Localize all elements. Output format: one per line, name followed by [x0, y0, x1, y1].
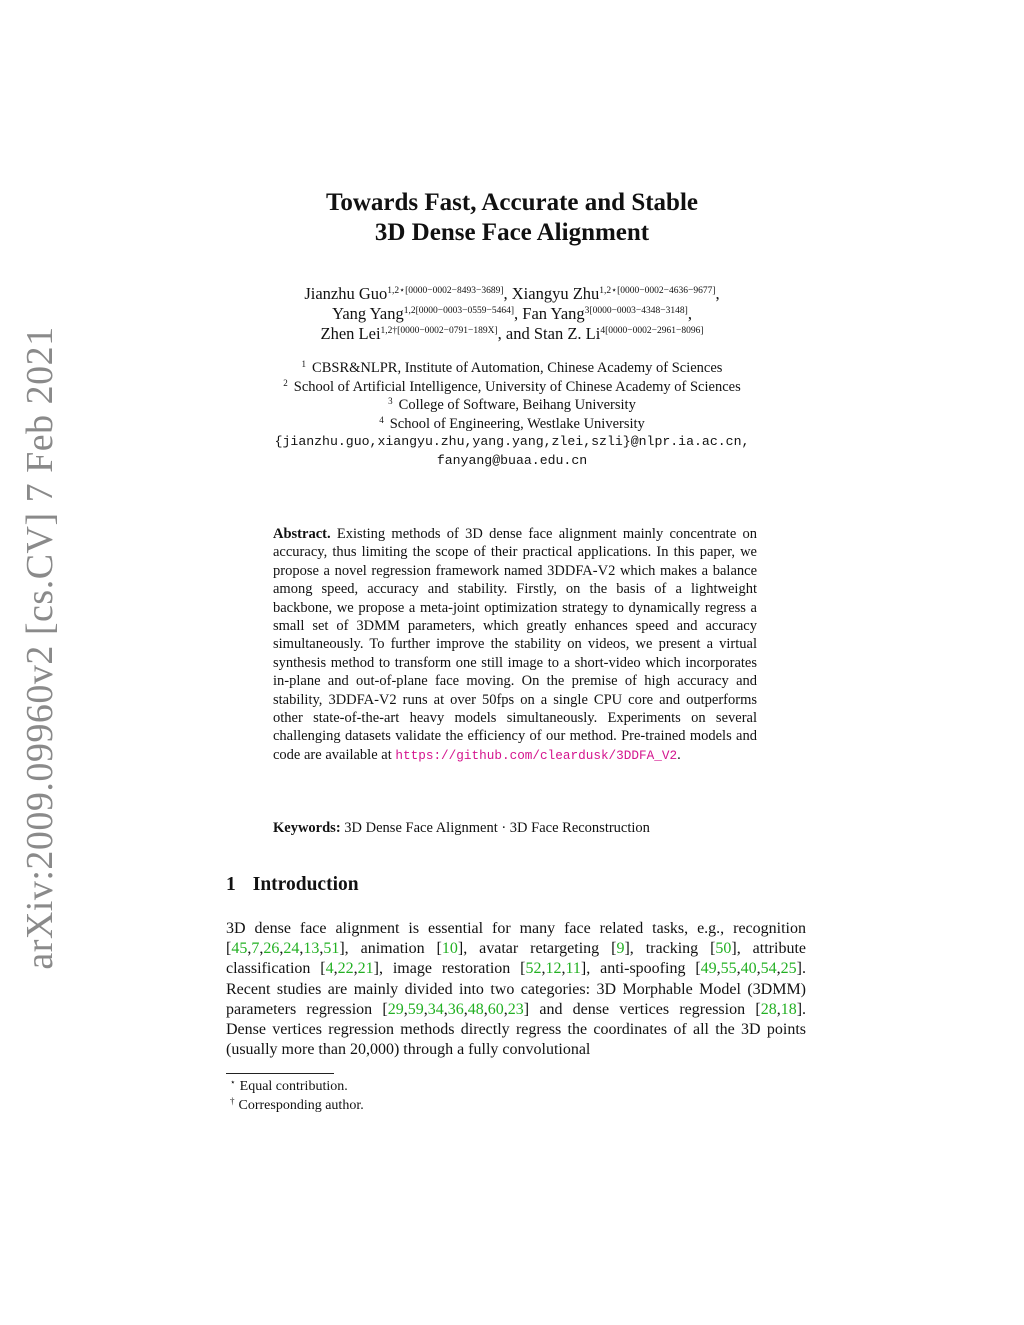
keywords-label: Keywords: [273, 820, 341, 836]
footnote-text: Equal contribution. [239, 1079, 348, 1094]
body-text: , [561, 960, 566, 978]
footnote-text: Corresponding author. [238, 1098, 364, 1113]
citation-link[interactable]: 34 [427, 1000, 444, 1018]
author-sep: , [687, 304, 692, 323]
footnote-marker: † [230, 1096, 235, 1106]
keywords [273, 819, 773, 837]
author-name: Fan Yang [522, 304, 585, 323]
footnote [230, 1096, 364, 1115]
abstract [273, 525, 757, 765]
affiliation [0, 359, 1024, 378]
affiliation [0, 396, 1024, 415]
affiliation-text: School of Artificial Intelligence, University of Chinese Academy of Sciences [293, 378, 741, 395]
body-text: ], image restoration [ [373, 960, 526, 978]
section-number: 1 [226, 874, 236, 895]
citation-link[interactable]: 49 [700, 960, 717, 978]
keywords-text: 3D Dense Face Alignment · 3D Face Reconstruction [344, 820, 650, 836]
citation-link[interactable]: 21 [357, 960, 374, 978]
author-name: Zhen Lei [320, 324, 381, 343]
author-orcid: 1,2⋆[0000−0002−4636−9677] [599, 286, 716, 296]
body-text: ], tracking [ [624, 940, 716, 958]
author-name: Xiangyu Zhu [511, 284, 600, 303]
section-heading [226, 874, 359, 896]
body-text: ]. Recent studies are mainly divided into two categories: 3D Morphable Model (3DMM) parameters regression [ [226, 960, 806, 1018]
abstract-text: Existing methods of 3D dense face alignment mainly concentrate on accuracy, thus limiting the scope of their practical applications. In this paper, we propose a novel regression framework named 3DDFA-V2 which makes a balance among speed, accuracy and stability. Firstly, on the basis of a lightweight backbone, we propose a meta-joint optimization strategy to dynamically regress a small set of 3DMM parameters, which greatly enhances speed and accuracy simultaneously. To further improve the stability on videos, we present a virtual synthesis method to transform one still image to a short-video which incorporates in-plane and out-of-plane face moving. On the premise of high accuracy and stability, 3DDFA-V2 runs at over 50fps on a single CPU core and outperforms other state-of-the-art heavy models simultaneously. Experiments on several challenging datasets validate the efficiency of our method. Pre-trained models and code are available at [273, 526, 758, 763]
body-text: , [503, 1000, 508, 1018]
body-text: , [463, 1000, 468, 1018]
author-orcid: 3[0000−0003−4348−3148] [584, 306, 688, 316]
body-text: , [353, 960, 358, 978]
citation-link[interactable]: 10 [441, 940, 458, 958]
affiliation-text: CBSR&NLPR, Institute of Automation, Chinese Academy of Sciences [312, 360, 723, 376]
body-text: ], animation [ [339, 940, 442, 958]
footnotes [230, 1077, 364, 1115]
section-title: Introduction [252, 874, 359, 895]
body-text: ], attribute classification [ [226, 940, 806, 978]
body-text: , [247, 940, 252, 958]
citation-link[interactable]: 22 [337, 960, 354, 978]
body-text: , [756, 960, 761, 978]
author-line-3 [0, 324, 1024, 344]
affiliation-marker: 2 [283, 377, 288, 388]
body-text: 3D dense face alignment is essential for many face related tasks, e.g., recognition [ [226, 920, 806, 958]
body-text: , [736, 960, 741, 978]
citation-link[interactable]: 40 [740, 960, 757, 978]
citation-link[interactable]: 7 [251, 940, 260, 958]
citation-link[interactable]: 48 [467, 1000, 484, 1018]
citation-link[interactable]: 59 [407, 1000, 424, 1018]
citation-link[interactable]: 4 [325, 960, 334, 978]
citation-link[interactable]: 60 [487, 1000, 504, 1018]
intro-paragraph [226, 919, 806, 1060]
body-text: , [299, 940, 304, 958]
arxiv-stamp: arXiv:2009.09960v2 [cs.CV] 7 Feb 2021 [19, 326, 61, 970]
author-name: Yang Yang [332, 304, 404, 323]
body-text: , [776, 1000, 781, 1018]
citation-link[interactable]: 9 [616, 940, 625, 958]
footnote-rule [226, 1073, 334, 1074]
author-sep: , [514, 304, 523, 323]
citation-link[interactable]: 55 [720, 960, 737, 978]
author-name: Stan Z. Li [533, 324, 601, 343]
body-text: , [776, 960, 781, 978]
body-text: , [541, 960, 546, 978]
citation-link[interactable]: 51 [323, 940, 340, 958]
code-link[interactable]: https://github.com/cleardusk/3DDFA_V2 [395, 747, 678, 763]
citation-link[interactable]: 28 [760, 1000, 777, 1018]
body-text: ] and dense vertices regression [ [523, 1000, 761, 1018]
citation-link[interactable]: 25 [780, 960, 797, 978]
citation-link[interactable]: 36 [447, 1000, 464, 1018]
body-text: , [259, 940, 264, 958]
footnote [230, 1077, 364, 1096]
affiliations [0, 359, 1024, 470]
citation-link[interactable]: 26 [263, 940, 280, 958]
affiliation-marker: 1 [301, 359, 307, 369]
citation-link[interactable]: 23 [507, 1000, 524, 1018]
body-text: , [333, 960, 338, 978]
affiliation-marker: 3 [388, 396, 393, 406]
body-text: , [279, 940, 284, 958]
citation-link[interactable]: 52 [525, 960, 542, 978]
author-sep: , [715, 284, 720, 303]
email-line-2: fanyang@buaa.edu.cn [436, 452, 588, 468]
body-text: ]. Dense vertices regression methods directly regress the coordinates of all the 3D points (usually more than 20,000) through a fully convolutional [226, 1000, 807, 1059]
author-name: Jianzhu Guo [304, 284, 388, 303]
title-line-2: 3D Dense Face Alignment [374, 219, 650, 246]
paper-title [0, 188, 1024, 248]
body-text: , [423, 1000, 428, 1018]
body-text: ], avatar retargeting [ [457, 940, 617, 958]
author-orcid: 1,2[0000−0003−0559−5464] [403, 306, 515, 316]
author-line-2 [0, 304, 1024, 324]
citation-link[interactable]: 29 [387, 1000, 404, 1018]
body-text: , [403, 1000, 408, 1018]
citation-link[interactable]: 13 [303, 940, 320, 958]
affiliation-text: College of Software, Beihang University [398, 397, 636, 413]
affiliation-text: School of Engineering, Westlake University [389, 415, 645, 432]
footnote-marker: ⋆ [230, 1077, 236, 1087]
body-text: , [483, 1000, 488, 1018]
author-sep: , and [497, 324, 534, 343]
affiliation [0, 415, 1024, 434]
author-list [0, 284, 1024, 344]
body-text: , [443, 1000, 448, 1018]
author-orcid: 4[0000−0002−2961−8096] [600, 326, 704, 336]
citation-link[interactable]: 50 [715, 940, 732, 958]
author-sep: , [503, 284, 512, 303]
body-text: , [319, 940, 324, 958]
author-line-1 [0, 284, 1024, 304]
citation-link[interactable]: 11 [565, 960, 581, 978]
citation-link[interactable]: 18 [780, 1000, 797, 1018]
affiliation-marker: 4 [379, 414, 384, 425]
body-text: , [716, 960, 721, 978]
author-orcid: 1,2†[0000−0002−0791−189X] [380, 326, 498, 336]
title-line-1: Towards Fast, Accurate and Stable [325, 189, 698, 216]
abstract-end: . [677, 746, 681, 763]
abstract-label: Abstract. [273, 526, 331, 542]
email-line-1: {jianzhu.guo,xiangyu.zhu,yang.yang,zlei,szli}@nlpr.ia.ac.cn, [274, 434, 750, 449]
author-orcid: 1,2⋆[0000−0002−8493−3689] [387, 286, 504, 296]
affiliation [0, 378, 1024, 397]
citation-link[interactable]: 45 [231, 940, 248, 958]
body-text: ], anti-spoofing [ [580, 960, 701, 978]
citation-link[interactable]: 12 [545, 960, 562, 978]
citation-link[interactable]: 54 [760, 960, 777, 978]
citation-link[interactable]: 24 [283, 940, 300, 958]
